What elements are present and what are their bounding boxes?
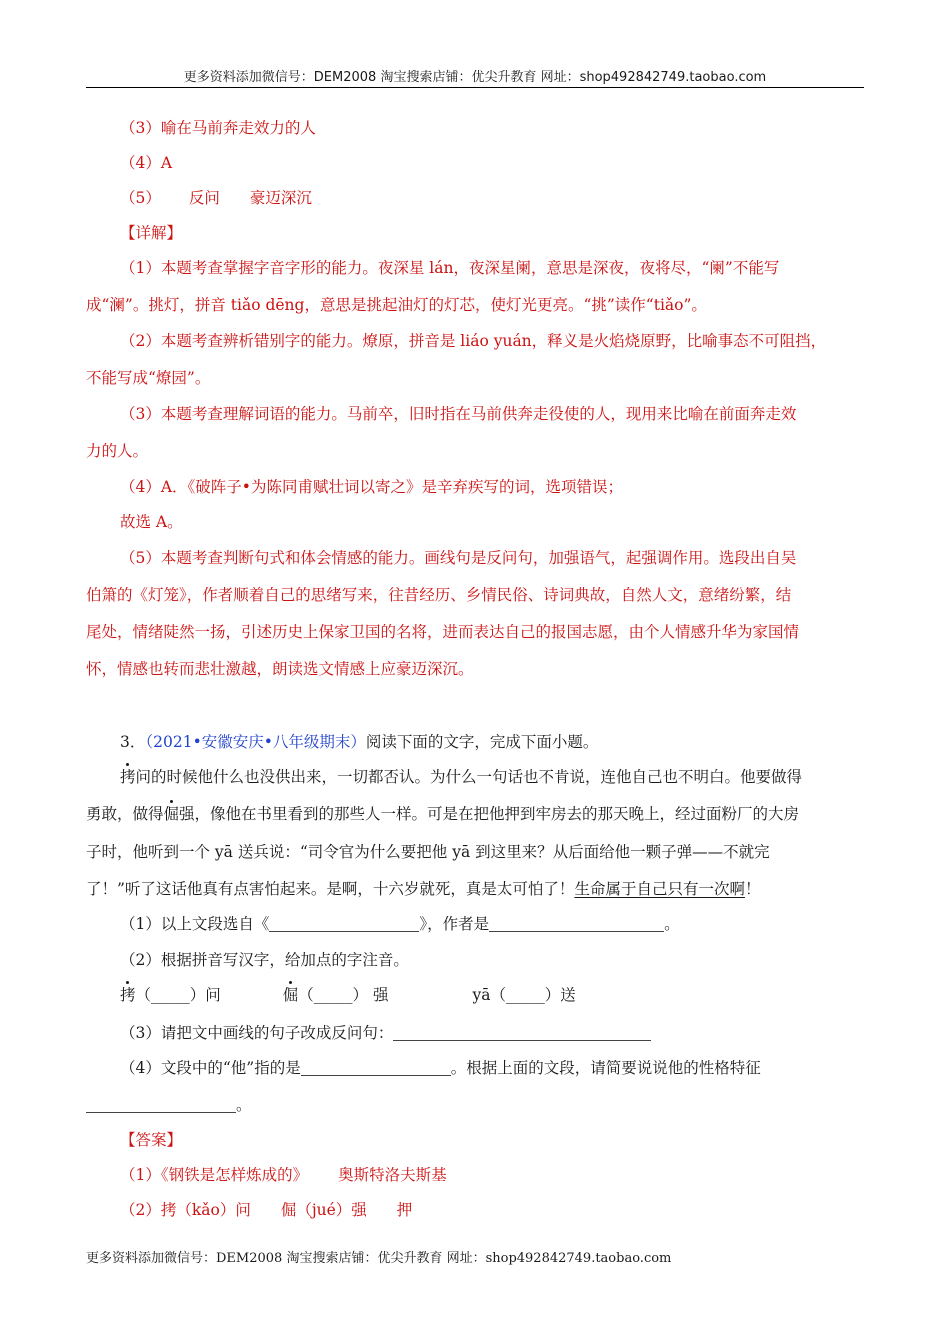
question-number: 3． [120, 733, 146, 751]
passage-line-3: 子时，他听到一个 yā 送兵说：“司令官为什么要把他 yā 到这里来？从后面给他一颗子弹——不就完 [86, 843, 770, 861]
explain-4-line2: 故选 A。 [120, 513, 183, 531]
passage-line-4 [86, 878, 760, 900]
question-instruction: 阅读下面的文字，完成下面小题。 [365, 733, 599, 751]
sub-question-1 [120, 913, 680, 935]
answer-part: （2）拷（kǎo）问 [120, 1201, 251, 1219]
answer-5-part1: 反问 [188, 189, 220, 207]
answer-part: （1）《钢铁是怎样炼成的》 [120, 1166, 309, 1184]
answer-5 [120, 187, 312, 209]
sub-question-text: 。 [236, 1096, 252, 1114]
passage-text: 强，像他在书里看到的那些人一样。可是在把他押到牢房去的那天晚上，经过面粉厂的大房 [179, 805, 800, 823]
answer-part: 押 [396, 1201, 413, 1219]
answer-blank-he[interactable] [301, 1059, 451, 1076]
explain-heading: 【详解】 [120, 224, 183, 242]
explain-2-line2: 不能写成“燎园”。 [86, 369, 211, 387]
dotted-char-kao: 拷 [120, 768, 136, 786]
sub-question-text: 》，作者是 [419, 915, 490, 933]
answer-blank-rhetorical[interactable] [393, 1024, 651, 1041]
sub-question-text: （3）请把文中画线的句子改成反问句： [120, 1024, 394, 1042]
passage-text: 勇敢，做得 [86, 805, 164, 823]
explain-1-line1: （1）本题考查掌握字音字形的能力。夜深星 lán，夜深星阑，意思是深夜，夜将尽，“阑”不能写 [120, 259, 780, 277]
pinyin-item-2[interactable]: （_____） 强 [298, 986, 389, 1004]
answer-5-number: （5） [120, 189, 161, 207]
pinyin-items [120, 984, 576, 1006]
explain-3-line1: （3）本题考查理解词语的能力。马前卒，旧时指在马前供奔走役使的人，现用来比喻在前面奔走效 [120, 405, 797, 423]
sub-question-text: （4）文段中的“他”指的是 [120, 1059, 301, 1077]
answer-part: 奥斯特洛夫斯基 [338, 1166, 447, 1184]
page-header: 更多资料添加微信号：DEM2008 淘宝搜索店铺：优尖升教育 网址：shop492842749.taobao.com [183, 70, 767, 85]
answer-blank-traits[interactable] [86, 1096, 236, 1113]
sub-question-text: 。 [664, 915, 680, 933]
sub-question-4 [120, 1057, 761, 1079]
passage-line-2 [86, 803, 799, 825]
answer-4: （4）A [120, 154, 173, 172]
dotted-char-kao: 拷 [120, 986, 136, 1004]
question-3-title [120, 731, 598, 753]
answer-blank-author[interactable] [489, 915, 664, 932]
pinyin-item-3[interactable]: yā（_____）送 [472, 986, 576, 1004]
explain-5-line1: （5）本题考查判断句式和体会情感的能力。画线句是反问句，加强语气，起强调作用。选段出自吴 [120, 549, 797, 567]
answer-heading: 【答案】 [120, 1131, 183, 1149]
sub-question-4-cont [86, 1094, 252, 1116]
header-rule [86, 87, 864, 88]
underlined-sentence: 生命属于自己只有一次啊 [574, 880, 745, 898]
explain-1-line2: 成“澜”。挑灯，拼音 tiǎo dēng，意思是挑起油灯的灯芯，使灯光更亮。“挑”读作“tiǎo”。 [86, 296, 707, 314]
answer-part: 倔（jué）强 [280, 1201, 367, 1219]
explain-5-line2: 伯箫的《灯笼》，作者顺着自己的思绪写来，往昔经历、乡情民俗、诗词典故，自然人文，意绪纷繁，结 [86, 586, 792, 604]
passage-line-1 [120, 766, 802, 788]
answer-2 [120, 1199, 412, 1221]
explain-2-line1: （2）本题考查辨析错别字的能力。燎原，拼音是 liáo yuán，释义是火焰烧原野，比喻事态不可阻挡， [120, 332, 827, 350]
answer-1 [120, 1164, 447, 1186]
explain-5-line4: 怀，情感也转而悲壮激越，朗读选文情感上应豪迈深沉。 [86, 660, 474, 678]
answer-3: （3）喻在马前奔走效力的人 [120, 119, 316, 137]
page-footer: 更多资料添加微信号：DEM2008 淘宝搜索店铺：优尖升教育 网址：shop492842749.taobao.com [86, 1251, 672, 1266]
explain-5-line3: 尾处，情绪陡然一扬，引述历史上保家卫国的名将，进而表达自己的报国志愿，由个人情感升华为家国情 [86, 623, 800, 641]
passage-text: 了！”听了这话他真有点害怕起来。是啊，十六岁就死，真是太可怕了！ [86, 880, 575, 898]
sub-question-text: 。根据上面的文段，请简要说说他的性格特征 [450, 1059, 761, 1077]
sub-question-2: （2）根据拼音写汉字，给加点的字注音。 [120, 951, 409, 969]
dotted-char-jue: 倔 [282, 986, 299, 1004]
sub-question-3 [120, 1022, 651, 1044]
answer-blank-book[interactable] [269, 915, 419, 932]
answer-5-part2: 豪迈深沉 [249, 189, 312, 207]
passage-text: 问的时候他什么也没供出来，一切都否认。为什么一句话也不肯说，连他自己也不明白。他要做得 [135, 768, 803, 786]
explain-3-line2: 力的人。 [86, 442, 149, 460]
sub-question-text: （1）以上文段选自《 [120, 915, 270, 933]
question-source: （2021•安徽安庆•八年级期末） [145, 733, 366, 751]
explain-4-line1: （4）A．《破阵子•为陈同甫赋壮词以寄之》是辛弃疾写的词，选项错误； [120, 478, 623, 496]
passage-text: ！ [744, 880, 761, 898]
pinyin-item-1[interactable]: （_____）问 [135, 986, 221, 1004]
dotted-char-jue: 倔 [163, 805, 180, 823]
